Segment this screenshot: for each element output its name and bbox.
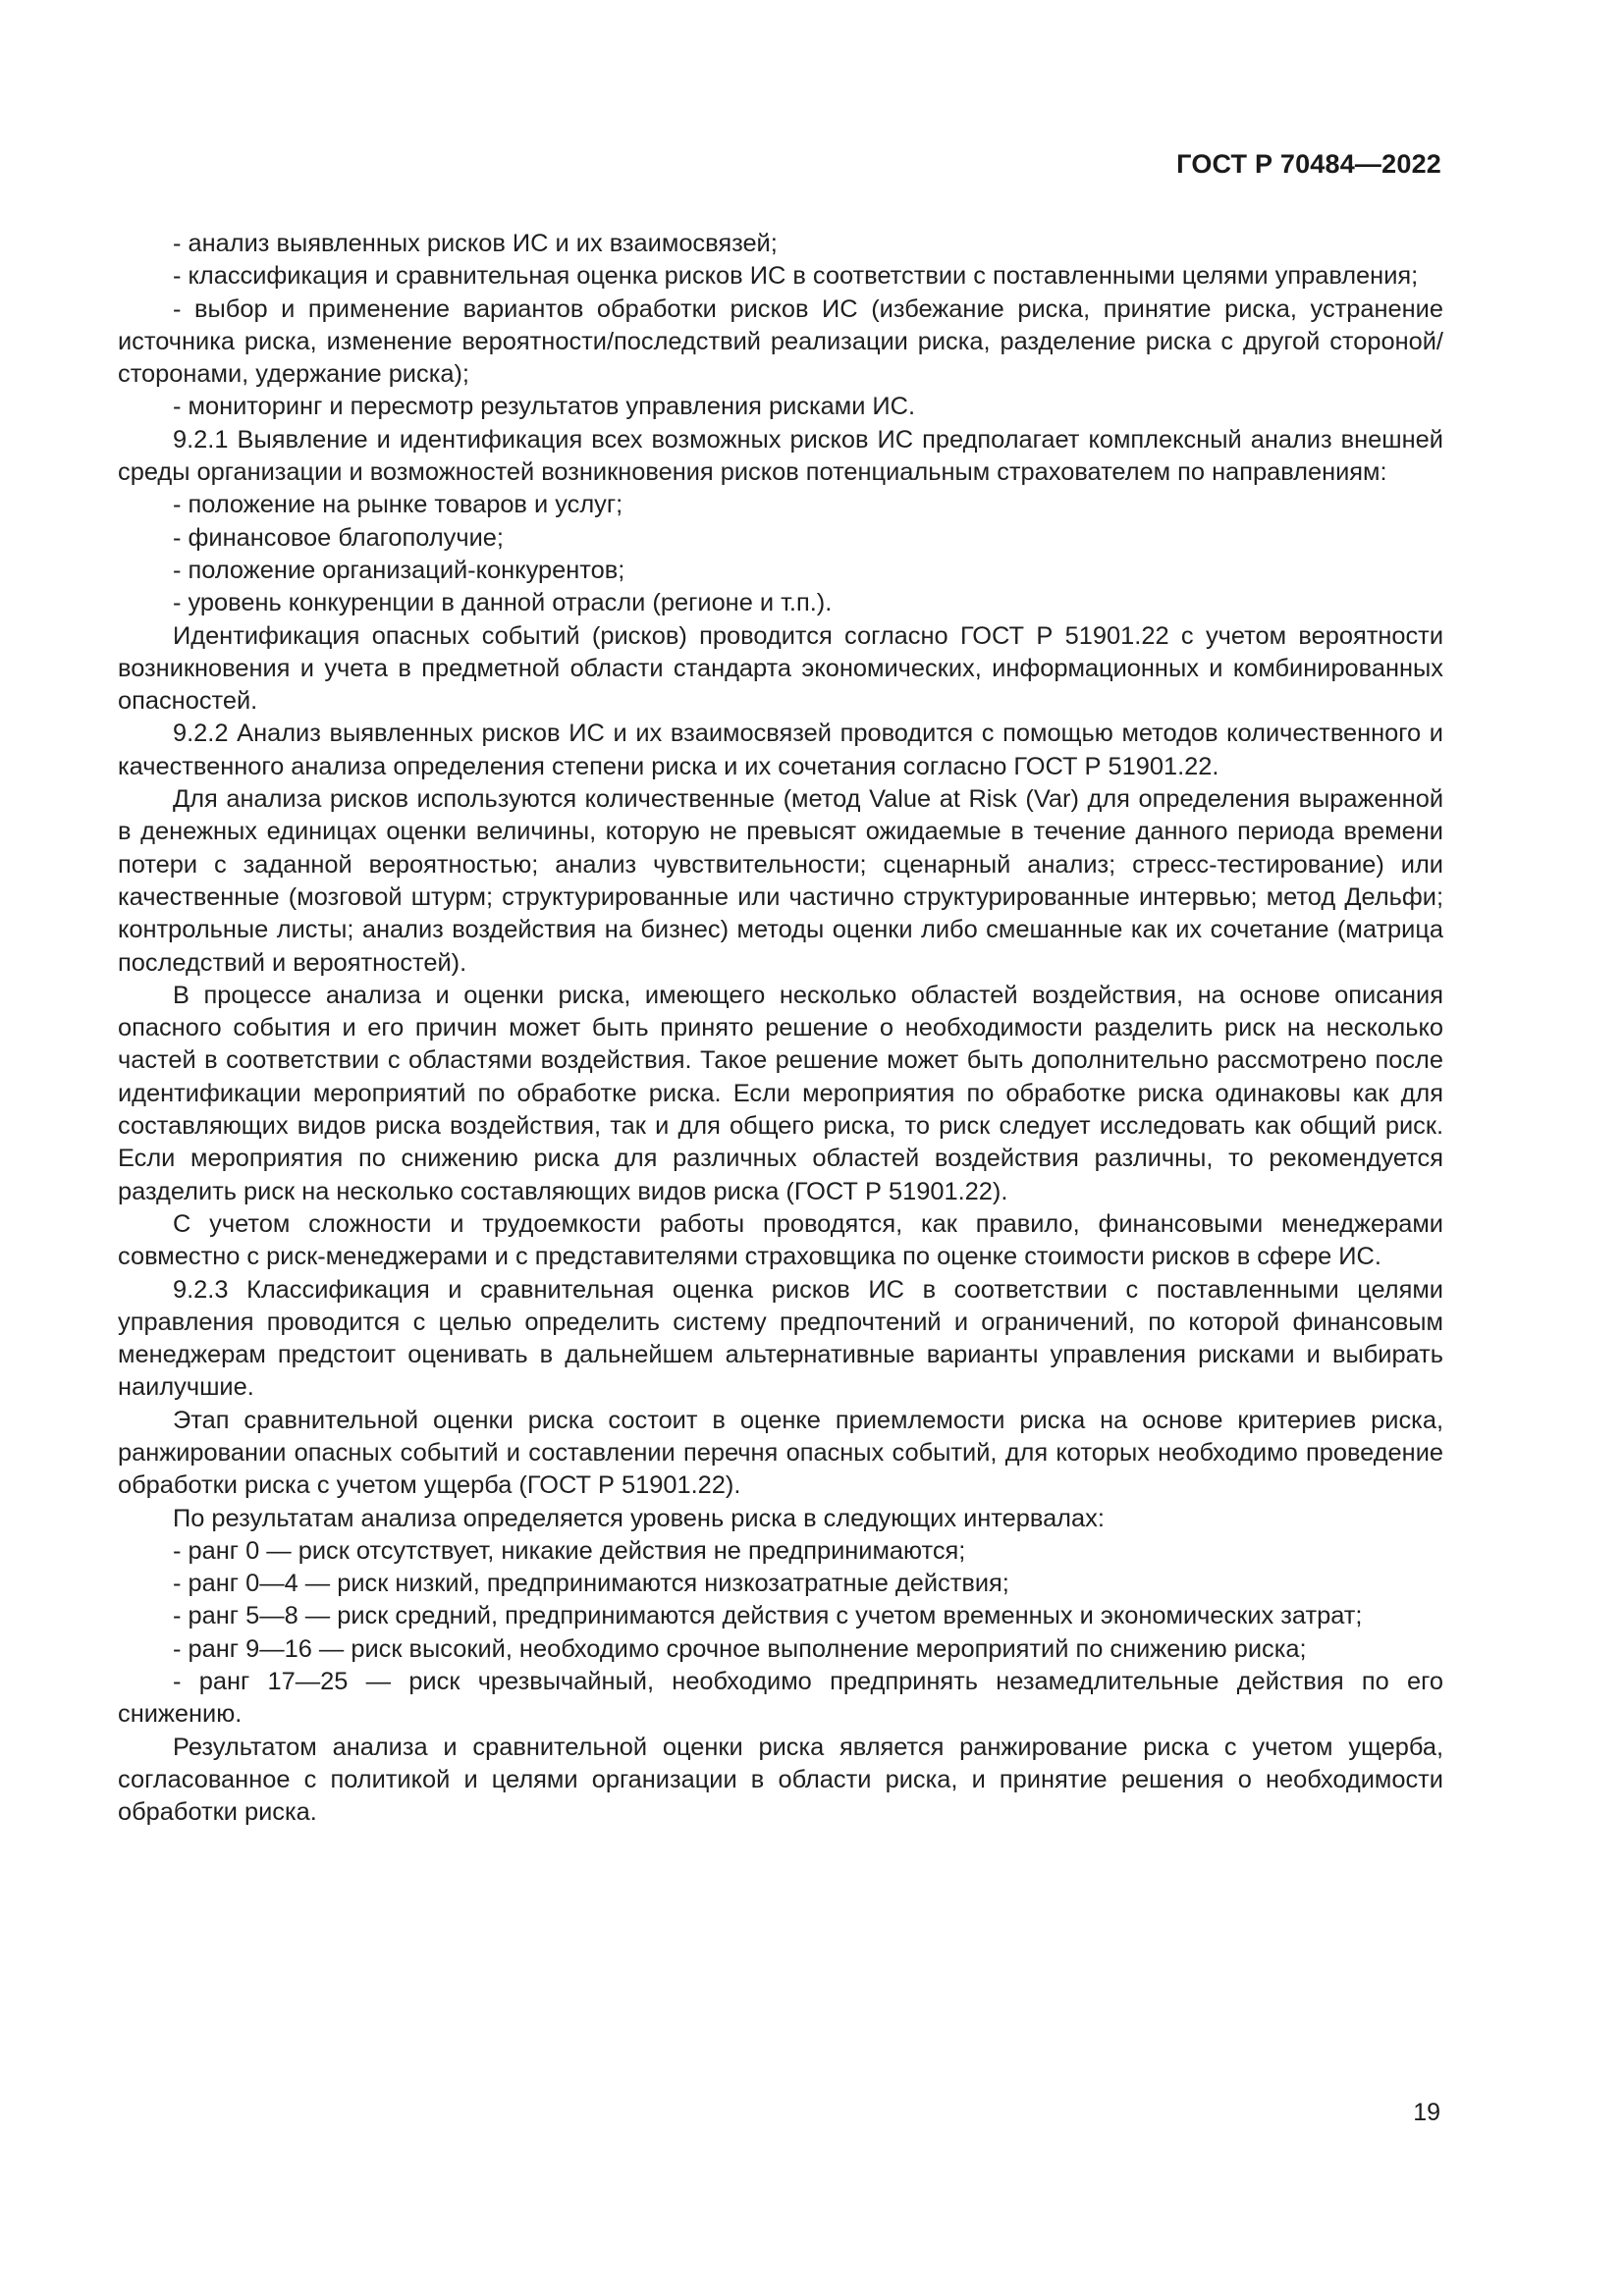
section-paragraph: 9.2.1 Выявление и идентификация всех возможных рисков ИС предполагает комплексный анализ внешней среды организации и возможностей возникновения рисков потенциальным страхователем по направлениям: bbox=[118, 425, 1443, 487]
list-item: - ранг 5—8 — риск средний, предпринимаются действия с учетом временных и экономических затрат; bbox=[173, 1602, 1363, 1630]
body-paragraph: Этап сравнительной оценки риска состоит в оценке приемлемости риска на основе критериев риска, ранжировании опасных событий и составлении перечня опасных событий, для которых необходимо проведение обработки риска с учетом ущерба (ГОСТ Р 51901.22). bbox=[118, 1406, 1443, 1500]
body-paragraph: С учетом сложности и трудоемкости работы проводятся, как правило, финансовыми менеджерами совместно с риск-менеджерами и с представителями страховщика по оценке стоимости рисков в сфере ИС. bbox=[118, 1209, 1443, 1271]
list-item: - анализ выявленных рисков ИС и их взаимосвязей; bbox=[173, 230, 778, 257]
section-paragraph: 9.2.2 Анализ выявленных рисков ИС и их взаимосвязей проводится с помощью методов количественного и качественного анализа определения степени риска и их сочетания согласно ГОСТ Р 51901.22. bbox=[118, 720, 1443, 780]
list-item: - уровень конкуренции в данной отрасли (регионе и т.п.). bbox=[173, 589, 833, 617]
document-body bbox=[118, 228, 1443, 1830]
body-paragraph: Результатом анализа и сравнительной оценки риска является ранжирование риска с учетом ущерба, согласованное с политикой и целями организации в области риска, и принятие решения о необходимости обработки риска. bbox=[118, 1733, 1443, 1827]
list-item: - финансовое благополучие; bbox=[173, 523, 504, 552]
list-item: - положение на рынке товаров и услуг; bbox=[173, 491, 623, 519]
body-paragraph: В процессе анализа и оценки риска, имеющего несколько областей воздействия, на основе описания опасного события и его причин может быть принято решение о необходимости разделить риск на несколько частей в соответствии с областями воздействия. Такое решение может быть дополнительно рассмотрено после идентификации мероприятий по обработке риска. Если мероприятия по обработке риска одинаковы как для составляющих видов риска воздействия, так и для общего риска, то риск следует исследовать как общий риск. Если мероприятия по снижению риска для различных областей воздействия различны, то рекомендуется разделить риск на несколько составляющих видов риска (ГОСТ Р 51901.22). bbox=[118, 981, 1443, 1205]
list-item: - ранг 0—4 — риск низкий, предпринимаются низкозатратные действия; bbox=[173, 1570, 1009, 1598]
list-item: - выбор и применение вариантов обработки рисков ИС (избежание риска, принятие риска, устранение источника риска, изменение вероятности/последствий реализации риска, разделение риска с другой стороной/сторонами, удержание риска); bbox=[118, 294, 1443, 389]
document-header: ГОСТ Р 70484—2022 bbox=[1176, 149, 1441, 179]
body-paragraph: Идентификация опасных событий (рисков) проводится согласно ГОСТ Р 51901.22 с учетом вероятности возникновения и учета в предметной области стандарта экономических, информационных и комбинированных опасностей. bbox=[118, 621, 1443, 716]
list-item: - ранг 0 — риск отсутствует, никакие действия не предпринимаются; bbox=[173, 1536, 966, 1565]
page-number: 19 bbox=[1413, 2099, 1440, 2126]
list-item: - ранг 9—16 — риск высокий, необходимо срочное выполнение мероприятий по снижению риска; bbox=[173, 1634, 1307, 1663]
list-item: - положение организаций-конкурентов; bbox=[173, 556, 625, 584]
list-item: - мониторинг и пересмотр результатов управления рисками ИС. bbox=[173, 393, 916, 421]
body-paragraph: По результатам анализа определяется уровень риска в следующих интервалах: bbox=[173, 1504, 1105, 1532]
body-paragraph: Для анализа рисков используются количественные (метод Value at Risk (Var) для определения выраженной в денежных единицах оценки величины, которую не превысят ожидаемые в течение данного периода времени потери с заданной вероятностью; анализ чувствительности; сценарный анализ; стресс-тестирование) или качественные (мозговой штурм; структурированные или частично структурированные интервью; метод Дельфи; контрольные листы; анализ воздействия на бизнес) методы оценки либо смешанные как их сочетание (матрица последствий и вероятностей). bbox=[118, 785, 1443, 977]
list-item: - классификация и сравнительная оценка рисков ИС в соответствии с поставленными целями управления; bbox=[173, 262, 1419, 291]
list-item: - ранг 17—25 — риск чрезвычайный, необходимо предпринять незамедлительные действия по его снижению. bbox=[118, 1668, 1443, 1729]
section-paragraph: 9.2.3 Классификация и сравнительная оценка рисков ИС в соответствии с поставленными целями управления проводится с целью определить систему предпочтений и ограничений, по которой финансовым менеджерам предстоит оценивать в дальнейшем альтернативные варианты управления рисками и выбирать наилучшие. bbox=[118, 1275, 1443, 1402]
